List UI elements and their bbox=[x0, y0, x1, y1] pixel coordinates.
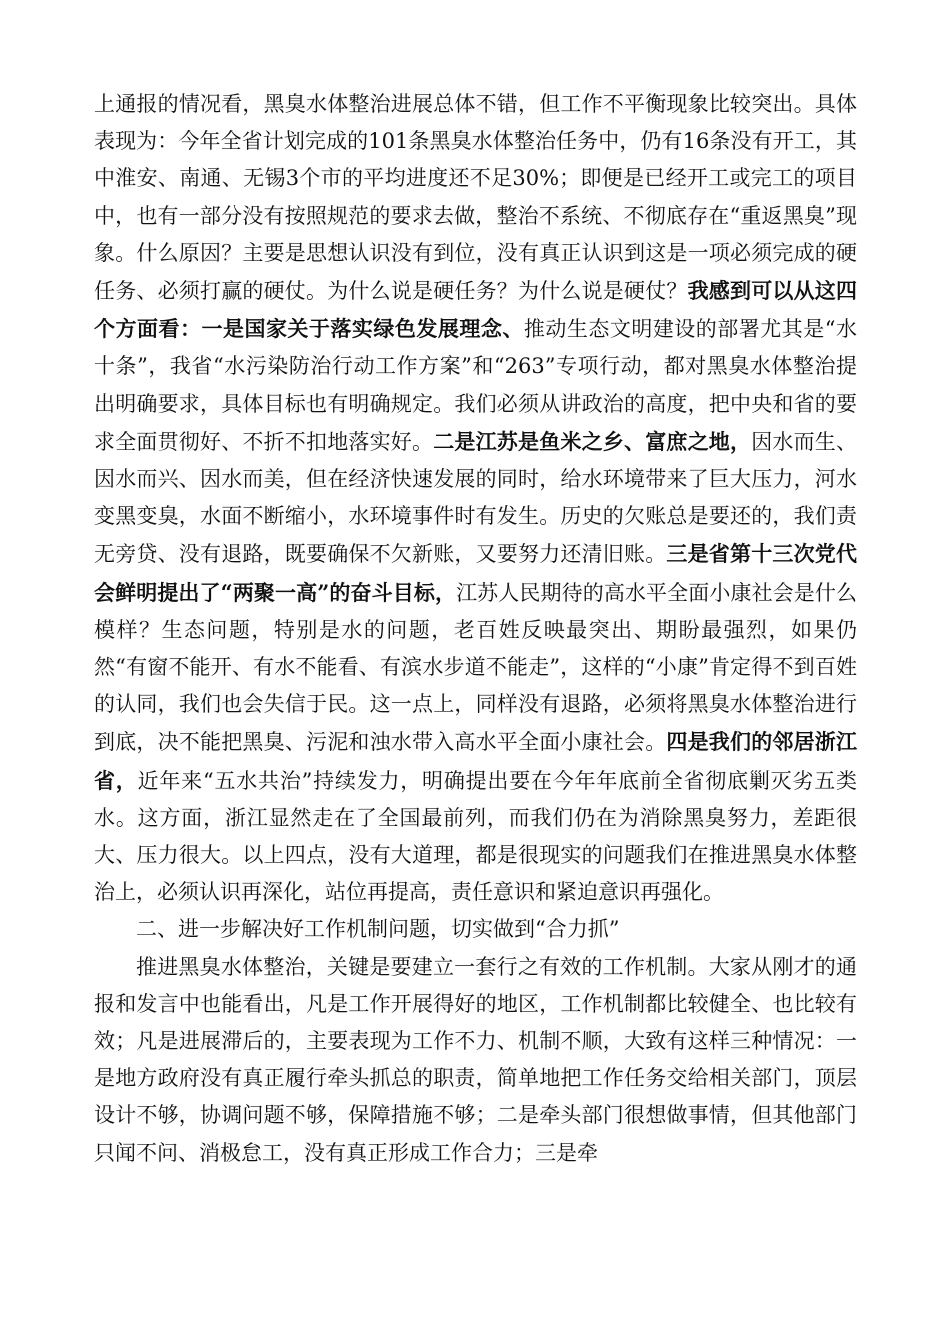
bold-text: 二是江苏是鱼米之乡、富庶之地， bbox=[433, 428, 752, 454]
paragraph-text: 江苏人民期待的高水平全面小康社会是什么模样？生态问题，特别是水的问题，老百姓反映最突出、期盼最强烈，如果仍然“有窗不能开、有水不能看、有滨水步道不能走”，这样的“小康”肯定得不到百姓的认同，我们也会失信于民。这一点上，同样没有退路，必须将黑臭水体整治进行到底，决不能把黑臭、污泥和浊水带入高水平全面小康社会。 bbox=[94, 580, 857, 755]
paragraph-text: 因水而生、因水而兴、因水而美，但在经济快速发展的同时，给水环境带来了巨大压力，河水变黑变臭，水面不断缩小，水环境事件时有发生。历史的欠账总是要还的，我们责无旁贷、没有退路，既要确保不欠新账，又要努力还清旧账。 bbox=[94, 429, 858, 567]
section-heading: 二、进一步解决好工作机制问题，切实做到“合力抓” bbox=[136, 917, 620, 942]
paragraph-text: 推动生态文明建设的部署尤其是“水十条”，我省“水污染防治行动工作方案”和“263”专项行动，都对黑臭水体整治提出明确要求，具体目标也有明确规定。我们必须从讲政治的高度，把中央和省的要求全面贯彻好、不折不扣地落实好。 bbox=[94, 317, 857, 454]
bold-text: 我感到可以从这四个方面看：一是国家关于落实绿色发展理念、 bbox=[94, 278, 858, 342]
paragraph-text: 上通报的情况看，黑臭水体整治进展总体不错，但工作不平衡现象比较突出。具体表现为：今年全省计划完成的101条黑臭水体整治任务中，仍有16条没有开工，其中淮安、南通、无锡3个市的平均进度还不足30%；即便是已经开工或完工的项目中，也有一部分没有按照规范的要求去做，整治不系统、不彻底存在“重返黑臭”现象。什么原因？主要是思想认识没有到位，没有真正认识到这是一项必须完成的硬任务、必须打赢的硬仗。为什么说是硬任务？为什么说是硬仗？ bbox=[94, 92, 857, 304]
paragraph-text: 近年来“五水共治”持续发力，明确提出要在今年年底前全省彻底剿灭劣五类水。这方面，浙江显然走在了全国最前列，而我们仍在为消除黑臭努力，差距很大、压力很大。以上四点，没有大道理，都是很现实的问题我们在推进黑臭水体整治上，必须认识再深化，站位再提高，责任意识和紧迫意识再强化。 bbox=[94, 768, 858, 905]
paragraph-work-mechanism: 推进黑臭水体整治，关键是要建立一套行之有效的工作机制。大家从刚才的通报和发言中也能看出，凡是工作开展得好的地区，工作机制都比较健全、也比较有效；凡是进展滞后的，主要表现为工作不力、机制不顺，大致有这样三种情况：一是地方政府没有真正履行牵头抓总的职责，简单地把工作任务交给相关部门，顶层设计不够，协调问题不够，保障措施不够；二是牵头部门很想做事情，但其他部门只闻不问、消极怠工，没有真正形成工作合力；三是牵 bbox=[94, 954, 857, 1165]
bold-text: 四是我们的邻居浙江省， bbox=[94, 729, 858, 793]
document-body bbox=[94, 86, 857, 1172]
paragraph-water-pollution-assessment bbox=[94, 86, 857, 911]
bold-text: 三是省第十三次党代会鲜明提出了“两聚一高”的奋斗目标， bbox=[94, 541, 858, 605]
